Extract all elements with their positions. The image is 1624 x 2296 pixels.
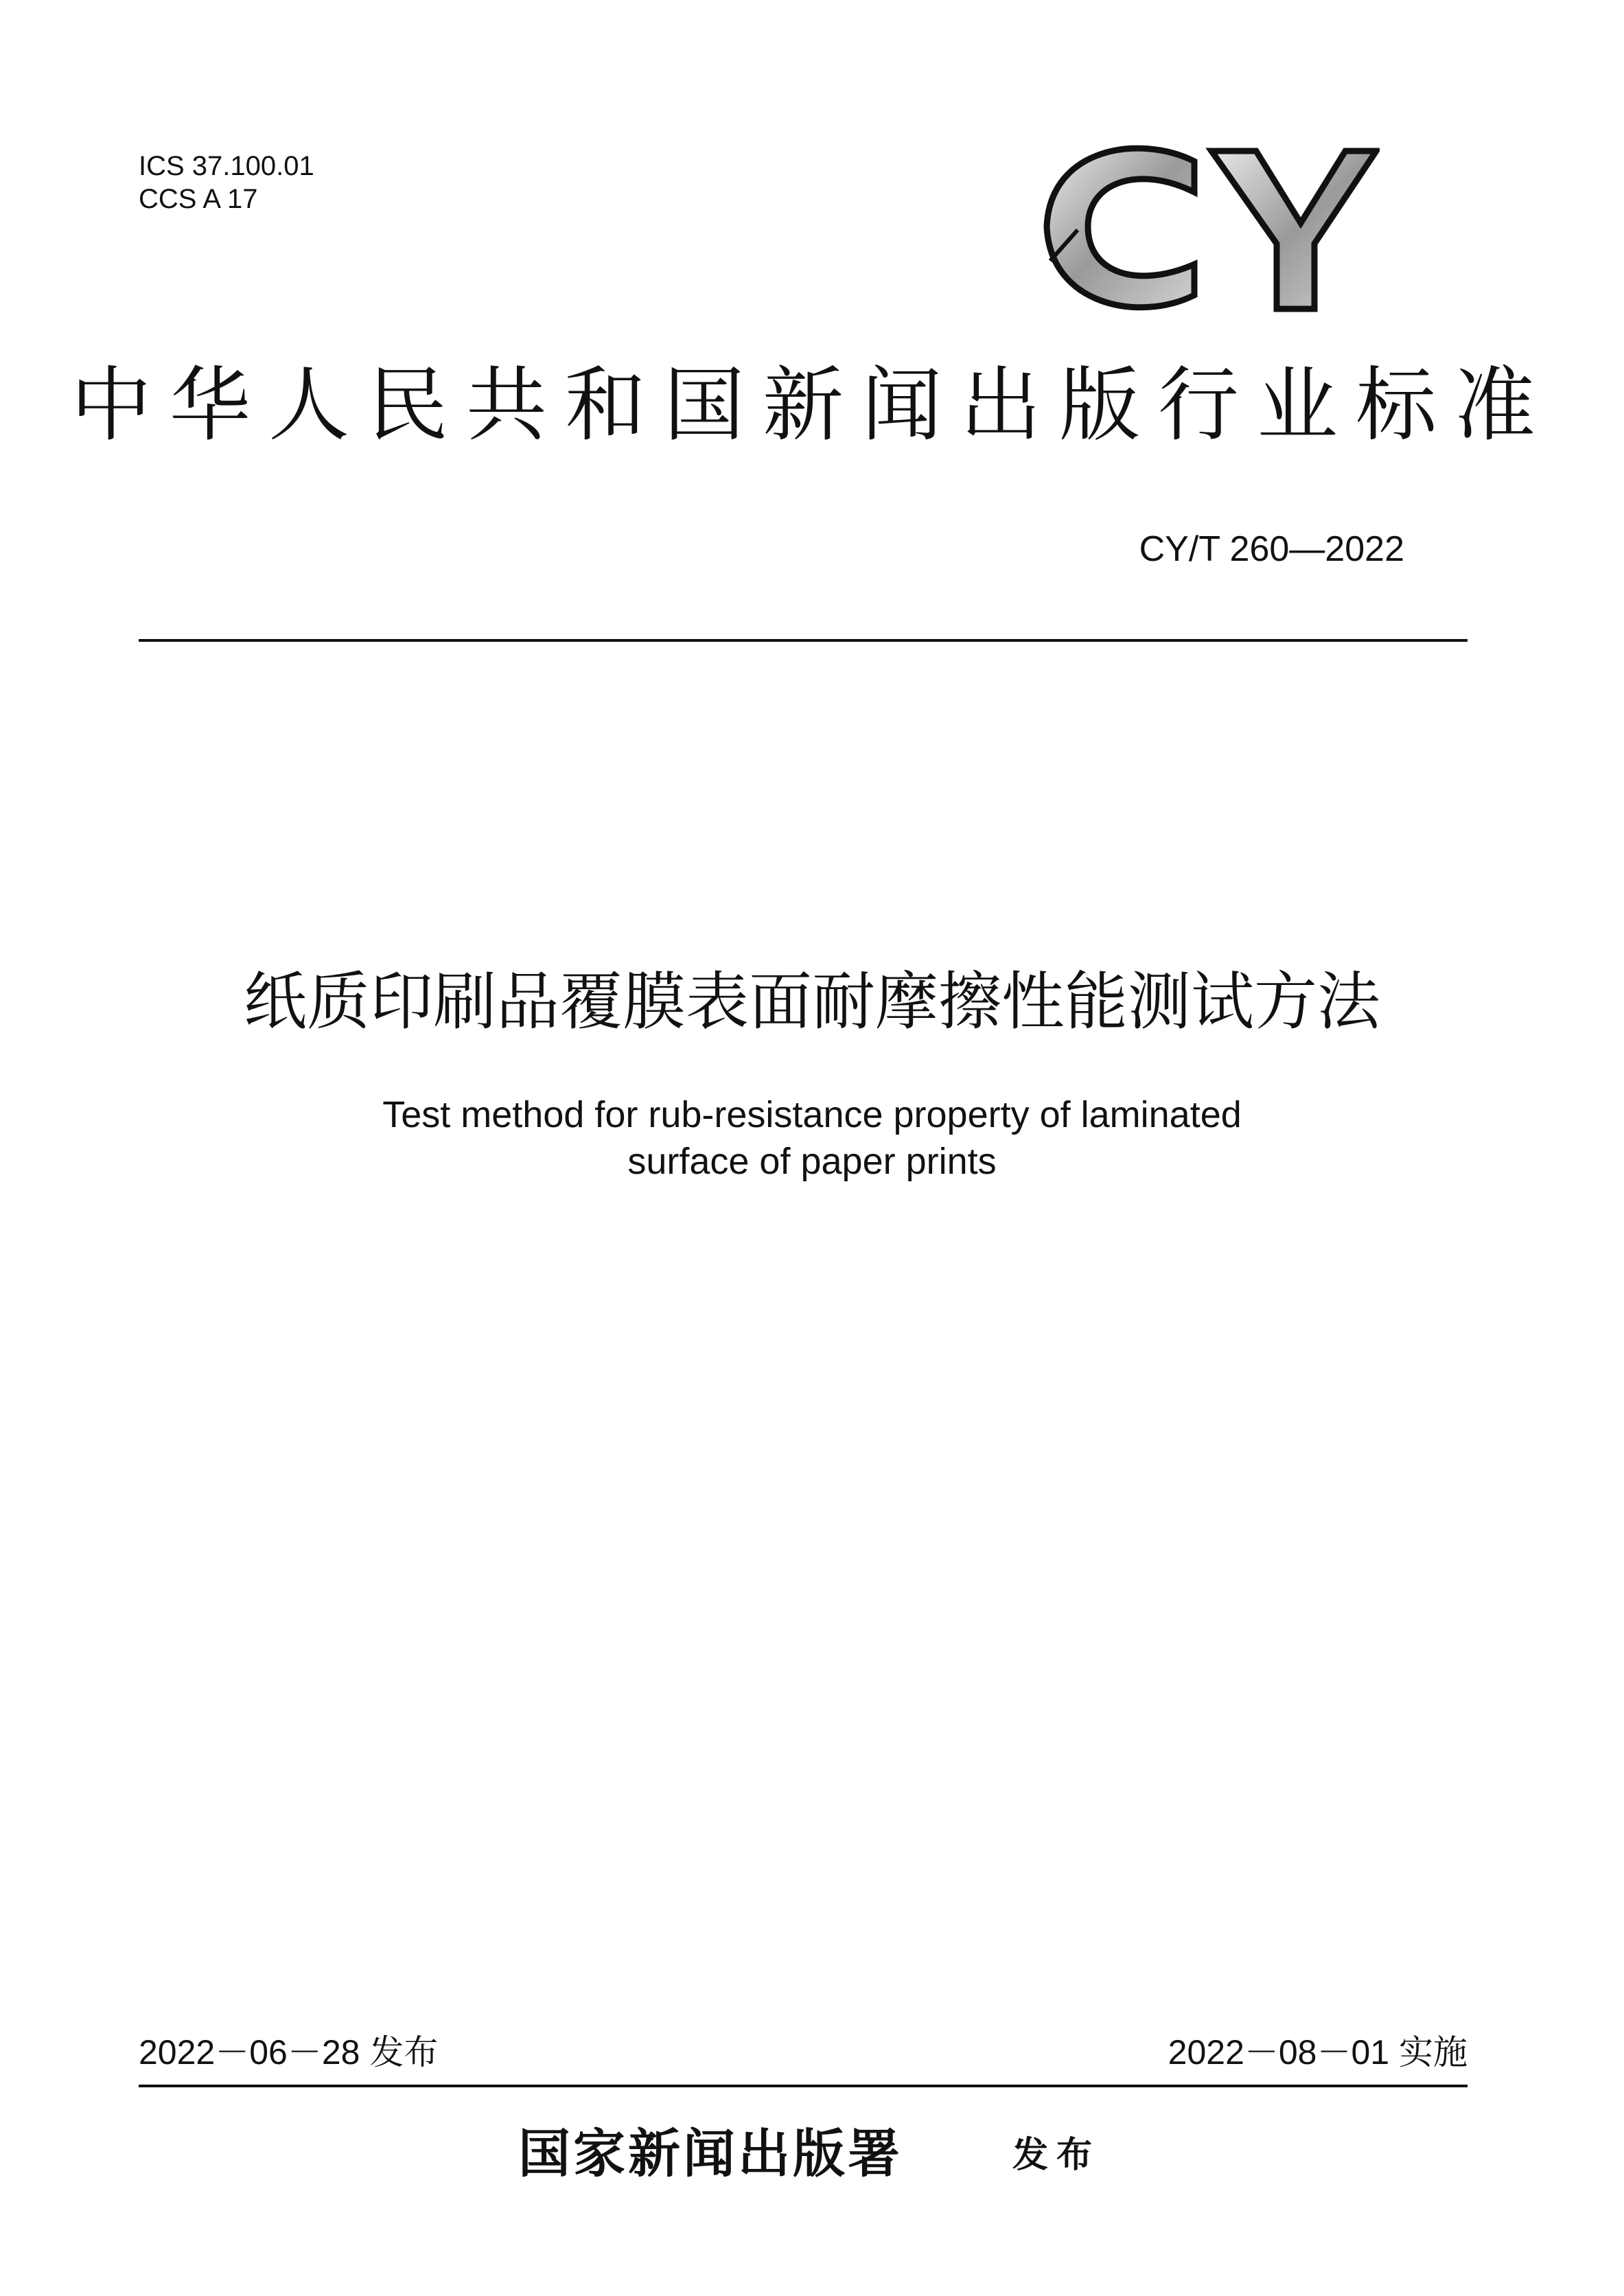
document-title-cn: 纸质印刷品覆膜表面耐摩擦性能测试方法 [243, 965, 1380, 1039]
document-title-en-line2: surface of paper prints [627, 1141, 997, 1182]
standard-code: CY/T 260—2022 [1139, 529, 1404, 569]
publish-label: 发布 [1012, 2135, 1101, 2176]
ccs-code: CCS A 17 [139, 184, 258, 214]
publisher-name: 国家新闻出版署 [518, 2123, 903, 2184]
top-divider [139, 639, 1468, 642]
standard-category-title: 中华人民共和国新闻出版行业标准 [70, 358, 1553, 452]
document-title-en [0, 1091, 1624, 1185]
ics-code: ICS 37.100.01 [139, 151, 314, 181]
bottom-divider [139, 2085, 1468, 2087]
classification-codes [139, 150, 314, 216]
implementation-date: 2022－08－01 实施 [1168, 2033, 1468, 2072]
issue-date: 2022－06－28 发布 [139, 2033, 439, 2072]
document-title-en-line1: Test method for rub-resistance property of laminated [382, 1094, 1242, 1135]
cy-logo [1036, 141, 1380, 316]
